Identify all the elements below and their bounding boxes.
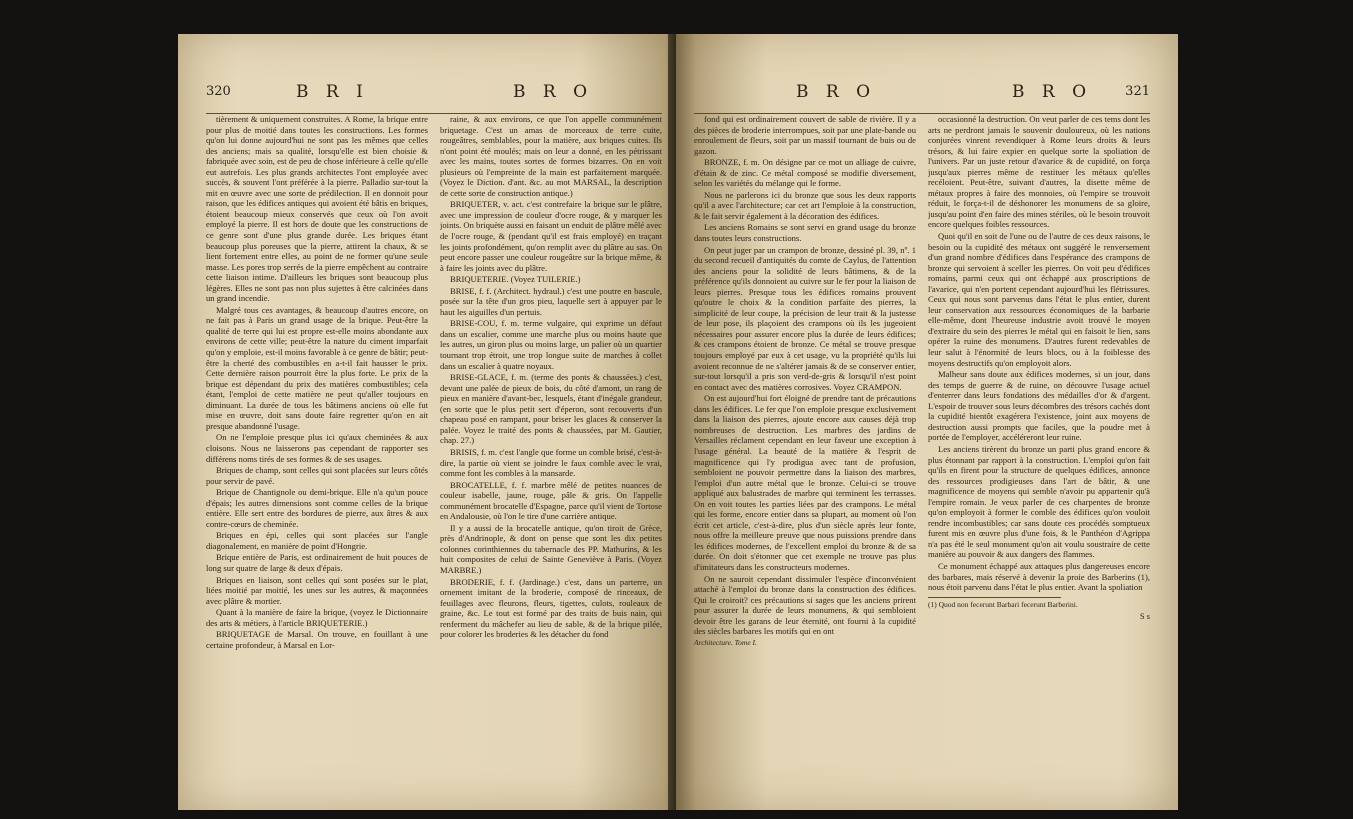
running-head-left [178,82,680,112]
paragraph: Brique entière de Paris, est ordinairement de huit pouces de long sur quatre de large & deux d'épais. [206,552,428,573]
paragraph: Les anciens tirèrent du bronze un parti plus grand encore & plus étonnant par rapport à la construction. L'emploi qu'on fait qu'ils en firent pour la structure de quelques édifices, annonce des ressources prodigieuses dans l'art de bâtir, & une magnificence de moyens qui semble n'avoir pu appartenir qu'à l'empire romain. Je veux parler de ces charpentes de bronze qu'on employoit à former le comble des édifices qu'on vouloit rendre incombustibles; car sans doute ces procédés somptueux furent mis en œuvre plus d'une fois, & le Panthéon d'Agrippa n'a pas été le seul monument qu'on ait voulu soustraire de cette manière au pouvoir & aux dangers des flammes. [928,443,1150,560]
right-column-1 [694,114,916,796]
page-number-left: 320 [206,84,231,99]
paragraph: BROCATELLE, f. f. marbre mêlé de petites nuances de couleur isabelle, jaune, rouge, pâle & gris. On l'appelle communément brocatelle d'Espagne, parce qu'il vient de Tortose en Andalousie, où l'on le tire d'une carrière antique. [440,479,662,522]
paragraph: BRODERIE, f. f. (Jardinage.) c'est, dans un parterre, un ornement imitant de la broderie, composé de rinceaux, de feuillages avec fleurons, fleurs, tigettes, culots, rouleaux de graine, &c. Le tout est formé par des traits de buis nain, qui renferment du mâchefer au lieu de sable, & de la brique pilée, pour colorer les broderies & les détacher du fond [440,576,662,640]
paragraph: On est aujourd'hui fort éloigné de prendre tant de précautions dans les édifices. Le fer que l'on emploie presque exclusivement dans la liaison des pierres, ajoute encore aux causes déjà trop nombreuses de destruction. Les marbres des jardins de Versailles réclament cependant en leur faveur une exception à l'usage général. La beauté de la matière & l'esprit de magnificence qui l'y prodigua avec tant de profusion, sembloient ne pouvoir permettre dans la liaison des marbres, l'emploi d'un autre métal que le bronze. Celui-ci se trouve appliqué aux balustrades de marbre qui terminent les terrasses. On en voit toutes les parties liées par des crampons. Le métal qui les forme, encore entier dans sa plupart, au moment où l'on écrit cet article, c'est-à-dire, plus d'un siècle après leur fonte, nous offre la meilleure preuve que nous puissions prendre dans les édifices modernes, de l'excellent emploi du bronze & de sa durée. On doit s'étonner que cet exemple ne trouve pas plus d'imitateurs dans les constructeurs modernes. [694,393,916,572]
left-page [178,34,680,810]
paragraph: occasionné la destruction. On veut parler de ces tems dont les arts ne perdront jamais le souvenir douloureux, où les nations conjurées vinrent revendiquer à Rome leurs droits & leurs trésors, & lui faire expier en quelque sorte la spoliation de l'univers. Par un juste retour d'avarice & de cupidité, on força jusqu'aux pierres même de restituer les métaux qu'elles recéloient. Peut-être, suivant d'autres, la disette même de métaux propres à faire des monnoies, où l'empire se trouvoit réduit, le força-t-il de déshonorer les monumens de sa gloire, jusqu'au point d'en faire des mines stériles, où le besoin trouvoit encore quelques foibles ressources. [928,114,1150,230]
right-column-2 [928,114,1150,796]
paragraph: Briques de champ, sont celles qui sont placées sur leurs côtés pour servir de pavé. [206,465,428,486]
heading-bro-right-1: B R O [796,82,877,102]
signature-mark: S s [1139,611,1150,622]
paragraph: fond qui est ordinairement couvert de sable de rivière. Il y a des pièces de broderie interrompues, soit par une plate-bande ou enroulement de fleurs, soit par un massif tournant de buis ou de gazon. [694,114,916,156]
paragraph: BRONZE, f. m. On désigne par ce mot un alliage de cuivre, d'étain & de zinc. Ce métal composé se modifie diversement, selon les variétés du mélange qui le forme. [694,157,916,189]
paragraph: BRISE-COU, f. m. terme vulgaire, qui exprime un défaut dans un escalier, comme une marche plus ou moins haute que les autres, un giron plus ou moins large, un palier où un quartier tournant trop étroit, une trop longue suite de marches à collet dans un escalier à quatre noyaux. [440,318,662,371]
heading-bro-right-2: B R O [1012,82,1093,102]
running-head-right [676,82,1178,112]
heading-bri: B R I [296,82,369,102]
footnote-rule [928,597,1061,598]
paragraph: Brique de Chantignole ou demi-brique. Elle n'a qu'un pouce d'épais; les autres dimensions sont comme celles de la brique entière. Elle sert entre des bordures de pierre, aux âtres & aux contre-cœurs de cheminée. [206,487,428,529]
paragraph: On peut juger par un crampon de bronze, dessiné pl. 39, nº. 1 du second recueil d'antiquités du comte de Caylus, de l'attention des anciens pour la solidité de leurs bâtimens, & de la préférence qu'ils donnoient au cuivre sur le fer pour la liaison de leurs pierres. Presque tous les édifices romains prouvent qu'outre le choix & la condition parfaite des pierres, la simplicité de leur coupe, la précision de leur trait & la justesse de leur pose, ils plaçoient des crampons où ils les jugeoient nécessaires pour assurer encore plus la durée de leurs édifices; & ces crampons étoient de bronze. Ce métal se trouve presque toujours employé par eux à cet usage, vu la propriété qu'ils lui avoient reconnue de ne s'altérer jamais & de se conserver entier, sur-tout lorsqu'il a pris son verd-de-gris & lorsqu'il n'est point en contact avec des matières corrosives. Voyez CRAMPON. [694,244,916,392]
paragraph: Ce monument échappé aux attaques plus dangereuses encore des barbares, mais réservé à devenir la proie des Barberins (1), nous étoit parvenu dans l'état le plus entier. Avant la spoliation [928,560,1150,593]
paragraph: Briques en épi, celles qui sont placées sur l'angle diagonalement, en manière de point d'Hongrie. [206,530,428,551]
paragraph: raine, & aux environs, ce que l'on appelle communément briquetage. C'est un amas de morceaux de terre cuite, rougeâtres, semblables, pour la matière, aux briques cuites. Ils n'ont point été moulés; mais on leur a donné, en les pétrissant avec les mains, toutes sortes de formes bizarres. On en voit plusieurs où l'empreinte de la main est parfaitement marquée. (Voyez le Diction. d'ant. &c. au mot MARSAL, la description de cette sorte de construction antique.) [440,114,662,198]
paragraph: Quant à la manière de faire la brique, (voyez le Dictionnaire des arts & métiers, à l'article BRIQUETERIE.) [206,607,428,628]
paragraph: Quoi qu'il en soit de l'une ou de l'autre de ces deux raisons, le besoin ou la cupidité des métaux ont suggéré le renversement d'un grand nombre d'édifices dans l'espérance des crampons de bronze qui servoient à sceller les pierres. On voit peu d'édifices romains, parmi ceux qui ont échappé aux proscriptions de l'avarice, qui n'en portent cependant aujourd'hui les flétrissures. Ceux qui nous sont parvenus dans l'état le plus entier, durent leur conservation aux ressources économiques de la barbarie elle-même, dont l'heureuse industrie avoit trouvé le moyen d'extraire du sein des pierres le métal qui en faisoit le lien, sans opérer la ruine des monumens. D'autres furent redevables de leur salut à l'énormité de leurs blocs, ou à la foiblesse des moyens destructifs qu'on employoit alors. [928,231,1150,368]
right-page [676,34,1178,810]
paragraph: BRISIS, f. m. c'est l'angle que forme un comble brisé, c'est-à-dire, la partie où vient se joindre le faux comble avec le vrai, comme font les combles à la mansarde. [440,446,662,479]
paragraph: BRIQUETER, v. act. c'est contrefaire la brique sur le plâtre, avec une impression de couleur d'ocre rouge, & y marquer les joints. On briquète aussi en faisant un enduit de plâtre mêlé avec de l'ocre rouge, & (pendant qu'il est frais employé) en traçant les joints profondément, qu'on remplit avec du plâtre au sas. On peut encore passer une couleur rougeâtre sur la brique même, & à faire les joints avec du plâtre. [440,199,662,273]
left-column-1 [206,114,428,796]
left-column-2 [440,114,662,796]
paragraph: Malgré tous ces avantages, & beaucoup d'autres encore, on ne fait pas à Paris un grand usage de la brique. Peut-être la qualité de terre qui lui est propre est-elle moins abondante aux environs de cette ville; peut-être la nature du ciment imparfait qu'on y emploie, est-il moins favorable à ce genre de bâtir; peut-être la cherté des combustibles en a-t-il fait hausser le prix. Cette dernière raison pourroit être la plus forte. Le prix de la brique est dépendant du prix des matières combustibles; cela étant, l'emploi de cette matière ne peut qu'aller toujours en diminuant. La durée de tous les bâtimens anciens où elle fut mise en œuvre, doit sans doute faire regretter qu'on en ait presque abandonné l'usage. [206,304,428,431]
paragraph: BRIQUETERIE. (Voyez TUILERIE.) [450,274,581,285]
paragraph: Briques en liaison, sont celles qui sont posées sur le plat, liées moitié par moitié, les unes sur les autres, & maçonnées avec plâtre & mortier. [206,574,428,606]
paragraph: Il y a aussi de la brocatelle antique, qu'on tiroit de Grèce, près d'Andrinople, & dont on pense que sont les dix petites colonnes corinthiennes du tabernacle des PP. Mathurins, & les huit composites de celui de Sainte Geneviève à Paris. (Voyez MARBRE.) [440,522,662,575]
paragraph: Malheur sans doute aux édifices modernes, si un jour, dans des temps de guerre & de ruine, on découvre l'usage actuel d'enterrer dans leurs fondations des médailles d'or & d'argent. L'espoir de trouver sous leurs décombres des trésors cachés dont la cupidité bientôt exagérera l'existence, joint aux moyens de destruction aussi prompts que faciles, que la poudre met à portée de l'employer, accéléreront leur ruine. [928,369,1150,443]
paragraph: On ne l'emploie presque plus ici qu'aux cheminées & aux cloisons. Nous ne laisserons pas cependant de rapporter ses différens noms tirés de ses formes & de ses usages. [206,432,428,464]
heading-bro-left: B R O [513,82,594,102]
paragraph: BRIQUETAGE de Marsal. On trouve, en fouillant à une certaine profondeur, à Marsal en Lor- [206,629,428,650]
catchword: Architecture. Tome I. [694,637,757,647]
paragraph: Nous ne parlerons ici du bronze que sous les deux rapports qu'il a avec l'architecture; car cet art l'emploie à la construction, & le fait servir également à la décoration des édifices. [694,189,916,221]
paragraph: tièrement & uniquement construites. A Rome, la brique entre pour plus de moitié dans toutes les constructions. Les formes qu'on lui donne aujourd'hui ne sont pas les mêmes que celles des anciens; mais sa qualité, lorsqu'elle est bien choisie & fabriquée avec soin, est de peu de chose inférieure à celle qu'elle eut autrefois. Les plus grands architectes l'ont employée avec succès, & souvent l'ont préférée à la pierre. Palladio sur-tout la mit en œuvre avec une sorte de prédilection. Il en donnoit pour raison, que les édifices antiques qui avoient été bâtis en briques, étoient beaucoup mieux conservés que ceux où l'on avoit employé la pierre. Il est hors de doute que les constructions de ce genre sont d'une plus grande durée. Les briques étant beaucoup plus poreuses que la pierre, attirent la chaux, & se lient fortement entre elles, au point de ne former qu'une seule masse. Les pores trop serrés de la pierre empêchent au contraire cette liaison intime. D'ailleurs les briques sont beaucoup plus légères. Elles ne sont pas non plus sujettes à être calcinées dans un grand incendie. [206,114,428,304]
paragraph: BRISE-GLACE, f. m. (terme des ponts & chaussées.) c'est, devant une palée de pieux de bois, du côté d'amont, un rang de pieux en manière d'avant-bec, lesquels, étant d'inégale grandeur, (en sorte que le plus petit sert d'éperon, sont recouverts d'un chapeau posé en rampant, pour briser les glaces & conserver la palée. Voyez le traité des ponts & chaussées, par M. Gautier, chap. 27.) [440,372,662,446]
paragraph: Les anciens Romains se sont servi en grand usage du bronze dans toutes leurs constructions. [694,222,916,244]
page-number-right: 321 [1125,84,1150,99]
paragraph: BRISE, f. f. (Architect. hydraul.) c'est une poutre en bascule, posée sur la tête d'un gros pieu, laquelle sert à appuyer par le haut les aiguilles d'un pertuis. [440,285,662,317]
paragraph: On ne sauroit cependant dissimuler l'espèce d'inconvénient attaché à l'emploi du bronze dans la construction des édifices. Qui le croiroit? ces précautions si sages que les anciens prirent pour assurer la durée de leurs monumens, & qui sembloient devoir être les garans de leur éternité, ont fourni à la cupidité des siècles barbares les motifs qui en ont [694,573,916,637]
footnote: (1) Quod non fecerunt Barbari fecerunt Barberini. [928,599,1078,609]
